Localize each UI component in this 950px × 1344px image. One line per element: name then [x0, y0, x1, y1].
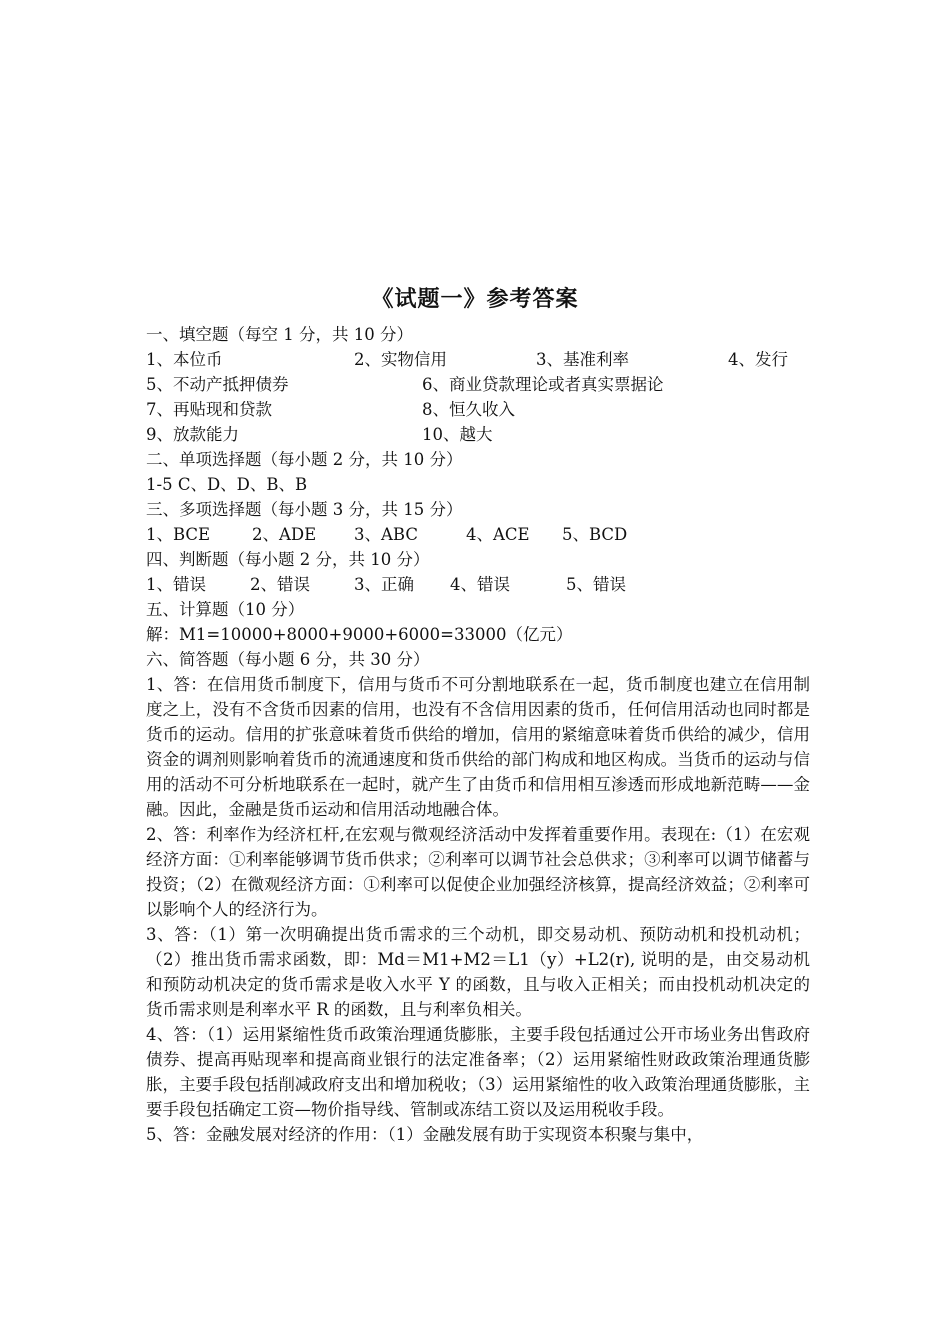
short-answer-3: 3、答：（1）第一次明确提出货币需求的三个动机，即交易动机、预防动机和投机动机；（2）推出货币需求函数，即：Md＝M1+M2＝L1（y）+L2(r), 说明的是，由交易动机和预防动机决定的货币需求是收入水平 Y 的函数，且与收入正相关；而由投机动机决定的货币需求则是利率水平 R 的函数，且与利率负相关。: [146, 925, 810, 1019]
section-heading-short-answer: 六、简答题（每小题 6 分，共 30 分）: [146, 650, 430, 669]
fill-blank-row: [146, 422, 810, 447]
true-false-answer: 3、正确: [354, 575, 414, 594]
section-heading-multiple-choice: 三、多项选择题（每小题 3 分，共 15 分）: [146, 500, 463, 519]
fill-blank-answer: 6、商业贷款理论或者真实票据论: [422, 375, 664, 394]
multiple-choice-row: [146, 522, 810, 547]
true-false-answer: 2、错误: [250, 575, 310, 594]
fill-blank-row: [146, 347, 810, 372]
fill-blank-answer: 2、实物信用: [354, 350, 447, 369]
multiple-choice-answer: 5、BCD: [562, 525, 628, 544]
true-false-answer: 1、错误: [146, 575, 206, 594]
answer-content: [146, 322, 810, 1147]
section-heading-fill-blank: 一、填空题（每空 1 分，共 10 分）: [146, 325, 413, 344]
calculation-answer: 解：M1=10000+8000+9000+6000=33000（亿元）: [146, 625, 573, 644]
true-false-answer: 4、错误: [450, 575, 510, 594]
section-heading-single-choice: 二、单项选择题（每小题 2 分，共 10 分）: [146, 450, 463, 469]
fill-blank-answer: 9、放款能力: [146, 425, 239, 444]
fill-blank-answer: 1、本位币: [146, 350, 223, 369]
multiple-choice-answer: 2、ADE: [252, 525, 317, 544]
short-answer-1: 1、答：在信用货币制度下，信用与货币不可分割地联系在一起，货币制度也建立在信用制度之上，没有不含货币因素的信用，也没有不含信用因素的货币，任何信用活动也同时都是货币的运动。信用的扩张意味着货币供给的增加，信用的紧缩意味着货币供给的减少，信用资金的调剂则影响着货币的流通速度和货币供给的部门构成和地区构成。当货币的运动与信用的活动不可分析地联系在一起时，就产生了由货币和信用相互渗透而形成地新范畴——金融。因此，金融是货币运动和信用活动地融合体。: [146, 675, 810, 819]
fill-blank-row: [146, 372, 810, 397]
section-heading-true-false: 四、判断题（每小题 2 分，共 10 分）: [146, 550, 430, 569]
fill-blank-answer: 10、越大: [422, 425, 493, 444]
single-choice-answer: 1-5 C、D、D、B、B: [146, 475, 308, 494]
fill-blank-answer: 8、恒久收入: [422, 400, 515, 419]
multiple-choice-answer: 4、ACE: [466, 525, 530, 544]
true-false-row: [146, 572, 810, 597]
short-answer-2: 2、答：利率作为经济杠杆,在宏观与微观经济活动中发挥着重要作用。表现在:（1）在宏观经济方面：①利率能够调节货币供求；②利率可以调节社会总供求；③利率可以调节储蓄与投资；（2）在微观经济方面：①利率可以促使企业加强经济核算，提高经济效益；②利率可以影响个人的经济行为。: [146, 825, 810, 919]
multiple-choice-answer: 1、BCE: [146, 525, 211, 544]
page-title: 《试题一》参考答案: [371, 286, 579, 312]
fill-blank-answer: 3、基准利率: [536, 350, 629, 369]
short-answer-5: 5、答：金融发展对经济的作用：（1）金融发展有助于实现资本积聚与集中，: [146, 1125, 704, 1144]
section-heading-calculation: 五、计算题（10 分）: [146, 600, 305, 619]
fill-blank-answer: 7、再贴现和贷款: [146, 400, 272, 419]
short-answer-4: 4、答：（1）运用紧缩性货币政策治理通货膨胀，主要手段包括通过公开市场业务出售政府债券、提高再贴现率和提高商业银行的法定准备率；（2）运用紧缩性财政政策治理通货膨胀，主要手段包括削减政府支出和增加税收；（3）运用紧缩性的收入政策治理通货膨胀，主要手段包括确定工资—物价指导线、管制或冻结工资以及运用税收手段。: [146, 1025, 810, 1119]
true-false-answer: 5、错误: [566, 575, 626, 594]
fill-blank-answer: 4、发行: [728, 350, 788, 369]
fill-blank-answer: 5、不动产抵押债券: [146, 375, 289, 394]
multiple-choice-answer: 3、ABC: [354, 525, 418, 544]
fill-blank-row: [146, 397, 810, 422]
